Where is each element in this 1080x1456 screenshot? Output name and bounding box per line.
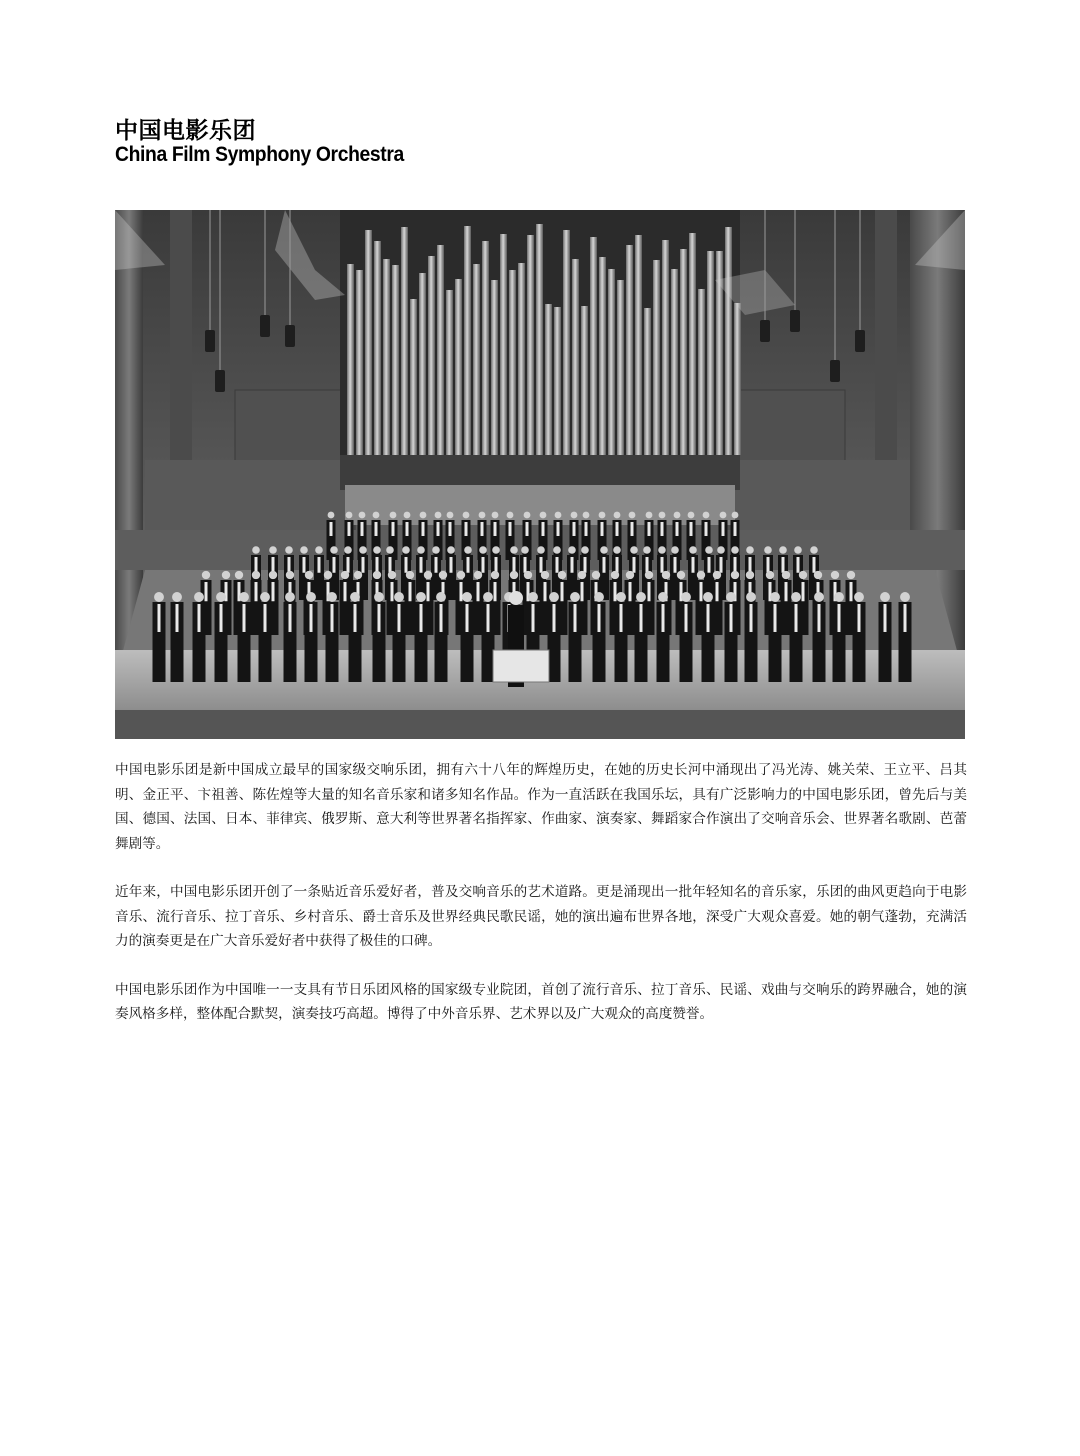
- paragraph-history: 中国电影乐团是新中国成立最早的国家级交响乐团，拥有六十八年的辉煌历史，在她的历史长河中涌现出了冯光涛、姚关荣、王立平、吕其明、金正平、卞祖善、陈佐煌等大量的知名音乐家和诸多知名作品。作为一直活跃在我国乐坛，具有广泛影响力的中国电影乐团，曾先后与美国、德国、法国、日本、菲律宾、俄罗斯、意大利等世界著名指挥家、作曲家、演奏家、舞蹈家合作演出了交响音乐会、世界著名歌剧、芭蕾舞剧等。: [115, 762, 967, 852]
- page-title-chinese: 中国电影乐团: [115, 118, 256, 144]
- description-text: [115, 758, 967, 1051]
- page-title-english: China Film Symphony Orchestra: [115, 143, 404, 166]
- paragraph-style: 中国电影乐团作为中国唯一一支具有节日乐团风格的国家级专业院团，首创了流行音乐、拉丁音乐、民谣、戏曲与交响乐的跨界融合，她的演奏风格多样，整体配合默契，演奏技巧高超。博得了中外音乐界、艺术界以及广大观众的高度赞誉。: [115, 981, 967, 1022]
- orchestra-photo: [115, 210, 965, 739]
- paragraph-recent: 近年来，中国电影乐团开创了一条贴近音乐爱好者，普及交响音乐的艺术道路。更是涌现出一批年轻知名的音乐家，乐团的曲风更趋向于电影音乐、流行音乐、拉丁音乐、乡村音乐、爵士音乐及世界经典民歌民谣，她的演出遍布世界各地，深受广大观众喜爱。她的朝气蓬勃，充满活力的演奏更是在广大音乐爱好者中获得了极佳的口碑。: [115, 884, 967, 949]
